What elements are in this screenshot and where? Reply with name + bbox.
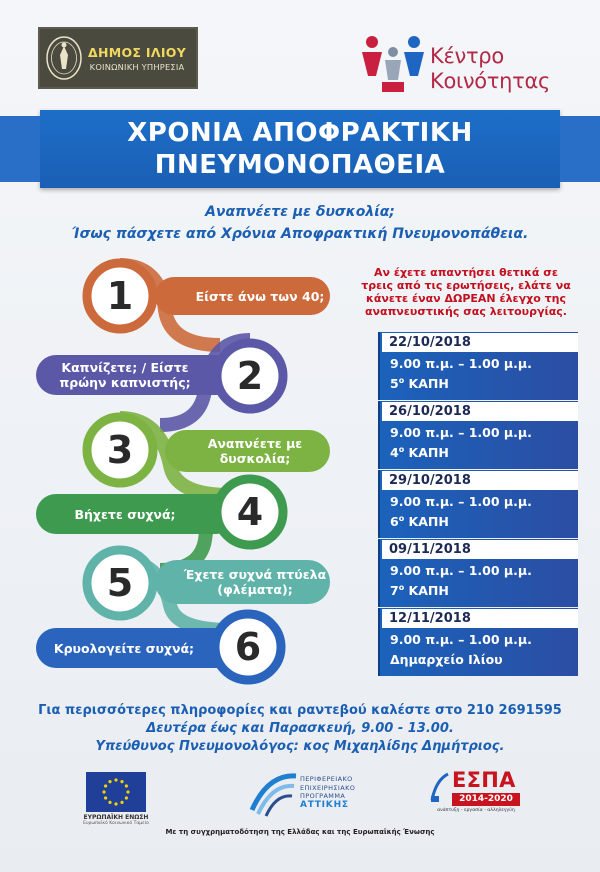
schedule-time: 9.00 π.μ. – 1.00 μ.μ. [390, 632, 532, 647]
cofunding-note: Με τη συγχρηματοδότηση της Ελλάδας και της Ευρωπαϊκής Ένωσης [165, 828, 435, 836]
schedule-list [378, 332, 578, 677]
schedule-time: 9.00 π.μ. – 1.00 μ.μ. [390, 494, 532, 509]
schedule-time: 9.00 π.μ. – 1.00 μ.μ. [390, 563, 532, 578]
doctor-line: Υπεύθυνος Πνευμονολόγος: κος Μιχαηλίδης Δημήτριος. [95, 739, 505, 754]
eu-caption: ΕΥΡΩΠΑΪΚΗ ΕΝΩΣΗ [83, 814, 149, 821]
kentro-line2: Κοινότητας [430, 69, 551, 93]
subtitle-line1: Αναπνέετε με δυσκολία; [205, 204, 395, 220]
kentro-line1: Κέντρο [430, 44, 504, 68]
espa-logo [430, 770, 520, 820]
schedule-date: 26/10/2018 [382, 402, 578, 421]
hours-line: Δευτέρα έως και Παρασκευή, 9.00 - 13.00. [146, 721, 454, 736]
eligibility-note: Αν έχετε απαντήσει θετικά σε τρεις από τις ερωτήσεις, ελάτε να κάνετε έναν ΔΩΡΕΑΝ έλεγχο της αναπνευστικής σας λειτουργίας. [361, 266, 571, 318]
step-5-text: Έχετε συχνά πτύελα (φλέματα); [183, 567, 327, 597]
step-6-number: 6 [234, 625, 262, 669]
step-6-text: Κρυολογείτε συχνά; [53, 640, 195, 656]
eu-subcaption: Ευρωπαϊκό Κοινωνικό Ταμείο [83, 821, 149, 826]
eu-flag-icon [86, 772, 146, 812]
espa-motto: ανάπτυξη - εργασία - αλληλεγγύη [437, 808, 515, 813]
schedule-place: $7^o$ ΚΑΠΗ [390, 583, 449, 599]
step-1-number: 1 [106, 274, 134, 318]
schedule-item [378, 470, 578, 538]
schedule-time: 9.00 π.μ. – 1.00 μ.μ. [390, 356, 532, 371]
espa-title: ΕΣΠΑ [452, 768, 516, 792]
step-3-text: Αναπνέετε με δυσκολία; [207, 436, 303, 466]
step-3-number: 3 [106, 428, 134, 472]
schedule-date: 22/10/2018 [382, 333, 578, 352]
contact-line: Για περισσότερες πληροφορίες και ραντεβού καλέστε στο 210 2691595 [38, 703, 562, 718]
schedule-place: Δημαρχείο Ιλίου [390, 652, 503, 668]
step-2-text: Καπνίζετε; / Είστε πρώην καπνιστής; [59, 360, 191, 390]
schedule-item [378, 332, 578, 400]
step-5-number: 5 [106, 561, 134, 605]
schedule-time: 9.00 π.μ. – 1.00 μ.μ. [390, 425, 532, 440]
pep-attikis-text: ΠΕΡΙΦΕΡΕΙΑΚΟ ΕΠΙΧΕΙΡΗΣΙΑΚΟ ΠΡΟΓΡΑΜΜΑ ΑΤΤΙΚΗΣ [300, 775, 356, 810]
schedule-item [378, 539, 578, 607]
schedule-place: $6^o$ ΚΑΠΗ [390, 514, 449, 530]
espa-arrow-icon [430, 772, 450, 804]
step-2-number: 2 [236, 354, 264, 398]
step-4-number: 4 [236, 490, 264, 534]
schedule-item [378, 401, 578, 469]
schedule-date: 29/10/2018 [382, 471, 578, 490]
dimos-subtitle: ΚΟΙΝΩΝΙΚΗ ΥΠΗΡΕΣΙΑ [89, 61, 185, 72]
pep-attikis-logo-icon [248, 770, 300, 818]
step-1-text: Είστε άνω των 40; [195, 288, 325, 304]
schedule-place: $4^o$ ΚΑΠΗ [390, 445, 449, 461]
subtitle-line2: Ίσως πάσχετε από Χρόνια Αποφρακτική Πνευμονοπάθεια. [71, 226, 529, 242]
title-line1: ΧΡΟΝΙΑ ΑΠΟΦΡΑΚΤΙΚΗ [127, 118, 473, 148]
title-line2: ΠΝΕΥΜΟΝΟΠΑΘΕΙΑ [154, 150, 446, 180]
schedule-item [378, 608, 578, 676]
schedule-place: $5^o$ ΚΑΠΗ [390, 376, 449, 392]
schedule-date: 09/11/2018 [382, 540, 578, 559]
schedule-date: 12/11/2018 [382, 609, 578, 628]
espa-years: 2014-2020 [452, 793, 520, 806]
step-4-text: Βήχετε συχνά; [74, 506, 176, 522]
dimos-title: ΔΗΜΟΣ ΙΛΙΟΥ [88, 44, 187, 60]
